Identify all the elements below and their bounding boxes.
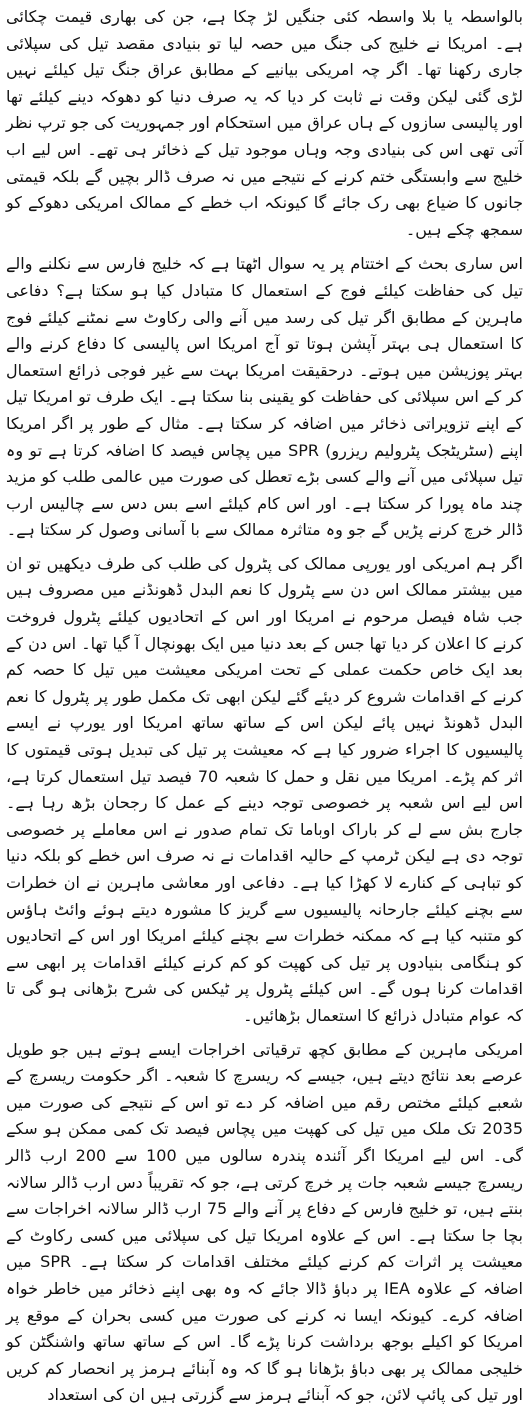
paragraph-research-spending: امریکی ماہرین کے مطابق کچھ ترقیاتی اخراجات ایسے ہوتے ہیں جو طویل عرصے بعد نتائج دیتے ہیں، جیسے کہ ریسرچ کا شعبہ۔ اگر حکومت ریسرچ کے شعبے کیلئے مختص رقم میں اضافہ کر دے تو اس کے نتیجے کی صورت میں 2035 تک ملک میں تیل کی کھپت میں پچاس فیصد تک کمی ممکن ہو سکے گی۔ اس لیے امریکا اگر آئندہ پندرہ سالوں میں 100 سے 200 ارب ڈالر ریسرچ جیسے شعبہ جات پر خرچ کرتی ہے، جو کہ تقریباً دس ارب ڈالر سالانہ بنتے ہیں، تو خلیج فارس کے دفاع پر آنے والے 75 ارب ڈالر سالانہ اخراجات سے بچا جا سکتا ہے۔ اس کے علاوہ امریکا تیل کی سپلائی میں کسی رکاوٹ کے معیشت پر اثرات کم کرنے کیلئے مختلف اقدامات کر سکتا ہے۔ SPR میں اضافہ کے علاوہ IEA پر دباؤ ڈالا جائے کہ وہ بھی اپنے ذخائر میں خاطر خواہ اضافہ کرے۔ کیونکہ ایسا نہ کرنے کی صورت میں کسی بحران کے موقع پر امریکا کو اکیلے بوجھ برداشت کرنا پڑے گا۔ اس کے ساتھ ساتھ واشنگٹن کو خلیجی ممالک پر بھی دباؤ بڑھانا ہو گا کہ وہ آبنائے ہرمز پر انحصار کم کریں اور تیل کی پائپ لائن، جو کہ آبنائے ہرمز سے گزرتی ہیں ان کی استعداد [6, 1039, 523, 1405]
paragraph-gulf-wars: بالواسطہ یا بلا واسطہ کئی جنگیں لڑ چکا ہے، جن کی بھاری قیمت چکائی ہے۔ امریکا نے خلیج کی جنگ میں حصہ لیا تو بنیادی مقصد تیل کی سپلائی جاری رکھنا تھا۔ اگر چہ امریکی بیانیے کے مطابق عراق جنگ تیل کیلئے نہیں لڑی گئی لیکن وقت نے ثابت کر دیا کہ یہ صرف دنیا کو دھوکہ دینے کیلئے تھا اور پالیسی سازوں کے ہاں عراق میں استحکام اور جمہوریت کی جو ترپ نظر آتی تھی اس کی بنیادی وجہ وہاں موجود تیل کے ذخائر ہی تھے۔ اس لیے اب خلیج سے وابستگی ختم کرنے کے نتیجے میں نہ صرف ڈالر بچیں گے بلکہ قیمتی جانوں کا ضیاع بھی رک جائے گا کیونکہ اب خطے کے ممالک امریکی دھوکے کو سمجھ چکے ہیں۔ [6, 7, 523, 239]
paragraph-military-alternative: اس ساری بحث کے اختتام پر یہ سوال اٹھتا ہے کہ خلیج فارس سے نکلنے والے تیل کی حفاظت کیلئے فوج کے استعمال کا متبادل کیا ہو سکتا ہے؟ دفاعی ماہرین کے مطابق اگر تیل کی رسد میں آنے والی رکاوٹ سے نمٹنے کیلئے فوج کا استعمال ہی بہتر آپشن ہوتا تو آج امریکا اس پالیسی کا دفاع کرنے والے بہتر پوزیشن میں ہوتے۔ درحقیقت امریکا بہت سے غیر فوجی ذرائع استعمال کر کے اس سپلائی کی حفاظت کو یقینی بنا سکتا ہے۔ ایک طرف تو امریکا تیل کے اپنے تزویراتی ذخائر میں اضافہ کر سکتا ہے۔ مثال کے طور پر اگر امریکا اپنے (سٹریٹجک پٹرولیم ریزرو) SPR میں پچاس فیصد کا اضافہ کرتا ہے تو وہ تیل سپلائی میں آنے والے کسی بڑے تعطل کی صورت میں عالمی طلب کو مزید چند ماہ پورا کر سکتا ہے۔ اور اس کام کیلئے اسے بس دس سے چالیس ارب ڈالر خرچ کرنے پڑیں گے جو وہ متاثرہ ممالک سے با آسانی وصول کر سکتا ہے۔ [6, 254, 523, 540]
paragraph-oil-demand: اگر ہم امریکی اور یورپی ممالک کی پٹرول کی طلب کی طرف دیکھیں تو ان میں بیشتر ممالک اس دن سے پٹرول کا نعم البدل ڈھونڈنے میں مصروف ہیں جب شاہ فیصل مرحوم نے امریکا اور اس کے اتحادیوں کیلئے پٹرول فروخت کرنے کا اعلان کر دیا تھا جس کے بعد دنیا میں ایک بھونچال آ گیا تھا۔ اس دن کے بعد ایک خاص حکمت عملی کے تحت امریکی معیشت میں تیل کا حصہ کم کرنے کے اقدامات شروع کر دیئے گئے لیکن ابھی تک مکمل طور پر پٹرول کا نعم البدل ڈھونڈ نہیں پائے لیکن اس کے ساتھ ساتھ امریکا اور یورپ نے ایسے پالیسیوں کا اجراء ضرور کیا ہے کہ معیشت پر تیل کی تبدیل ہوتی قیمتوں کا اثر کم پڑے۔ امریکا میں نقل و حمل کا شعبہ 70 فیصد تیل استعمال کرتا ہے، اس لیے اس شعبہ پر خصوصی توجہ دینے کے عمل کا رجحان بڑھ رہا ہے۔ جارج بش سے لے کر باراک اوباما تک تمام صدور نے اس معاملے پر خصوصی توجہ دی ہے لیکن ٹرمپ کے حالیہ اقدامات نے نہ صرف اس خطے کو بلکہ دنیا کو تباہی کے کنارے لا کھڑا کیا ہے۔ دفاعی اور معاشی ماہرین نے ان خطرات سے بچنے کیلئے جارحانہ پالیسیوں سے گریز کا مشورہ دیتے ہوئے وائٹ ہاؤس کو متنبہ کیا ہے کہ ممکنہ خطرات سے بچنے کیلئے امریکا اور اس کے اتحادیوں کو ہنگامی بنیادوں پر تیل کی کھپت کو کم کرنے کیلئے اقدامات پر ابھی سے اقدامات کرنا ہوں گے۔ اس کیلئے پٹرول پر ٹیکس کی شرح بڑھانی ہو گی تا کہ عوام متبادل ذرائع کا استعمال بڑھائیں۔ [6, 553, 523, 1025]
